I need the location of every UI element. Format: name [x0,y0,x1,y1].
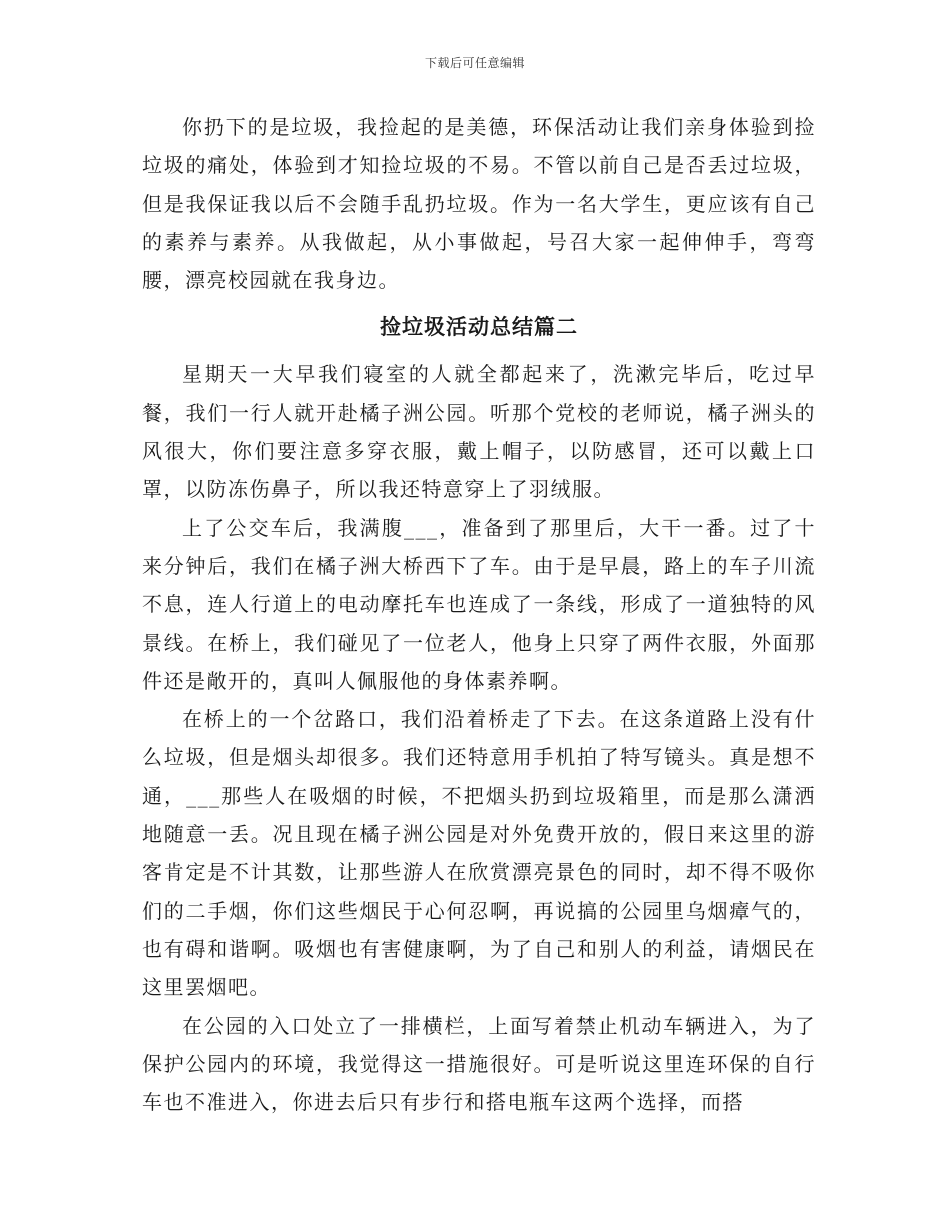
paragraph-1: 星期天一大早我们寝室的人就全都起来了，洗漱完毕后，吃过早餐，我们一行人就开赴橘子洲公园。听那个党校的老师说，橘子洲头的风很大，你们要注意多穿衣服，戴上帽子，以防感冒，还可以戴上口罩，以防冻伤鼻子，所以我还特意穿上了羽绒服。 [142,362,816,502]
paragraph-3: 在桥上的一个岔路口，我们沿着桥走了下去。在这条道路上没有什么垃圾，但是烟头却很多。我们还特意用手机拍了特写镜头。真是想不通，___那些人在吸烟的时候，不把烟头扔到垃圾箱里，而是那么潇洒地随意一丢。况且现在橘子洲公园是对外免费开放的，假日来这里的游客肯定是不计其数，让那些游人在欣赏漂亮景色的同时，却不得不吸你们的二手烟，你们这些烟民于心何忍啊，再说搞的公园里乌烟瘴气的，也有碍和谐啊。吸烟也有害健康啊，为了自己和别人的利益，请烟民在这里罢烟吧。 [142,707,816,1000]
paragraph-4: 在公园的入口处立了一排横栏，上面写着禁止机动车辆进入，为了保护公园内的环境，我觉得这一措施很好。可是听说这里连环保的自行车也不准进入，你进去后只有步行和搭电瓶车这两个选择，而搭 [142,1013,816,1115]
document-body [142,108,816,1121]
section-title: 捡垃圾活动总结篇二 [380,314,578,340]
intro-paragraph: 你扔下的是垃圾，我捡起的是美德，环保活动让我们亲身体验到捡垃圾的痛处，体验到才知捡垃圾的不易。不管以前自己是否丢过垃圾，但是我保证我以后不会随手乱扔垃圾。作为一名大学生，更应该有自己的素养与素养。从我做起，从小事做起，号召大家一起伸伸手，弯弯腰，漂亮校园就在我身边。 [142,115,816,293]
header-note: 下载后可任意编辑 [424,56,525,70]
paragraph-2: 上了公交车后，我满腹___，准备到了那里后，大干一番。过了十来分钟后，我们在橘子洲大桥西下了车。由于是早晨，路上的车子川流不息，连人行道上的电动摩托车也连成了一条线，形成了一道独特的风景线。在桥上，我们碰见了一位老人，他身上只穿了两件衣服，外面那件还是敞开的，真叫人佩服他的身体素养啊。 [142,515,816,693]
